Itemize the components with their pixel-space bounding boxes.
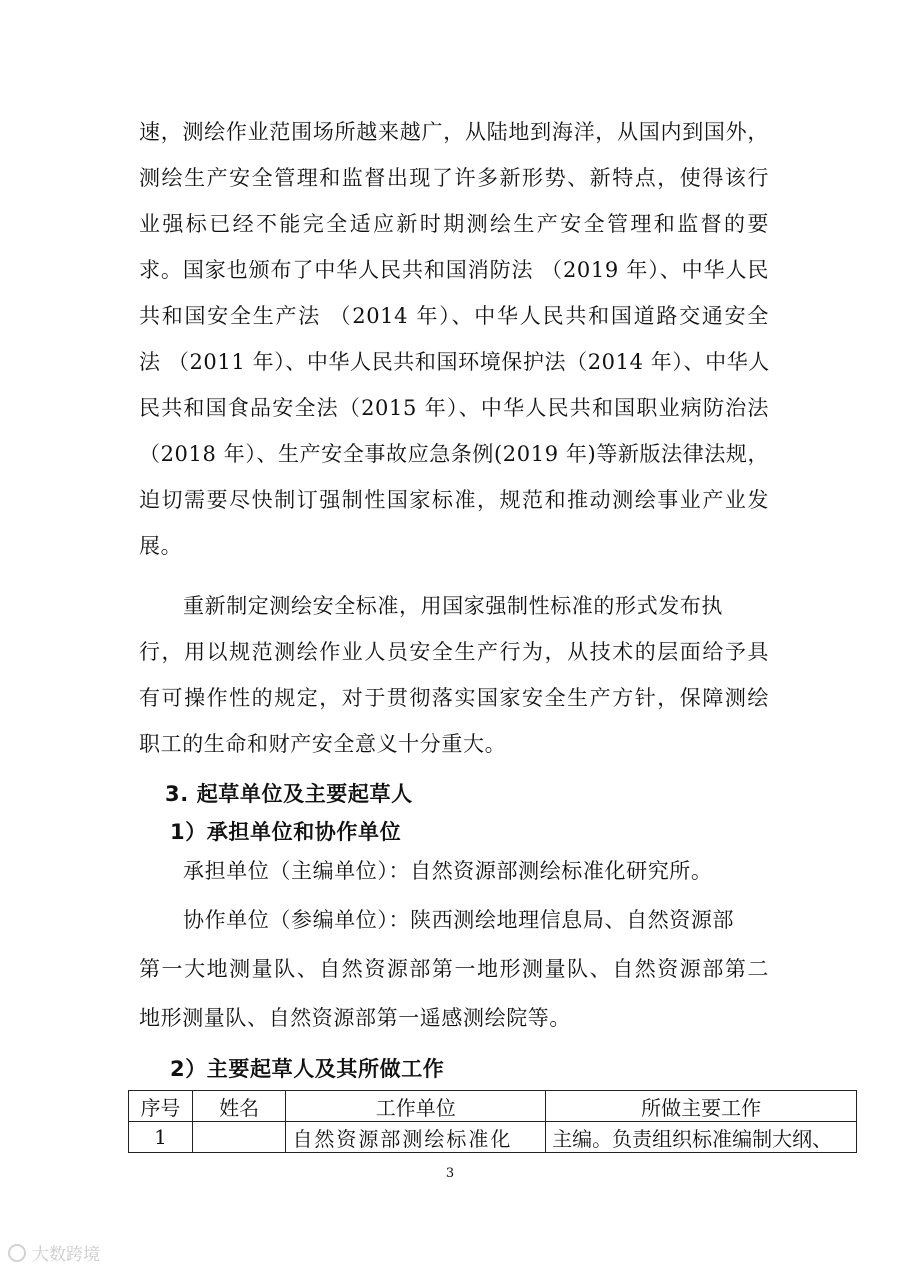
table-header-cell: 所做主要工作 <box>546 1091 857 1122</box>
table-cell <box>192 1122 286 1153</box>
body-text-line: 第一大地测量队、自然资源部第一地形测量队、自然资源部第二 <box>139 957 769 981</box>
body-text-line: （2018 年）、生产安全事故应急条例(2019 年)等新版法律法规， <box>139 442 770 466</box>
section-heading: 3. 起草单位及主要起草人 <box>165 782 413 806</box>
body-text-line: 共和国安全生产法 （2014 年）、中华人民共和国道路交通安全 <box>139 304 769 328</box>
page-number: 3 <box>445 1166 455 1181</box>
body-text-line: 协作单位（参编单位）：陕西测绘地理信息局、自然资源部 <box>183 908 735 932</box>
body-text-line: 迫切需要尽快制订强制性国家标准，规范和推动测绘事业产业发 <box>139 488 769 512</box>
body-text-line: 展。 <box>139 534 183 558</box>
body-text-line: 测绘生产安全管理和监督出现了许多新形势、新特点，使得该行 <box>139 166 769 190</box>
table-cell: 主编。负责组织标准编制大纲、 <box>546 1122 857 1153</box>
body-text-line: 重新制定测绘安全标准，用国家强制性标准的形式发布执 <box>183 594 723 618</box>
body-text-line: 民共和国食品安全法（2015 年）、中华人民共和国职业病防治法 <box>139 396 769 420</box>
subsection-heading: 2）主要起草人及其所做工作 <box>170 1057 445 1081</box>
table-header-cell: 工作单位 <box>286 1091 546 1122</box>
body-text-line: 业强标已经不能完全适应新时期测绘生产安全管理和监督的要 <box>139 212 769 236</box>
table-cell: 1 <box>129 1122 193 1153</box>
table-cell: 自然资源部测绘标准化 <box>286 1122 546 1153</box>
body-text-line: 速，测绘作业范围场所越来越广，从陆地到海洋，从国内到国外， <box>139 120 769 144</box>
table-header-cell: 姓名 <box>192 1091 286 1122</box>
watermark-logo-icon <box>8 1244 26 1262</box>
watermark <box>8 1240 100 1265</box>
table-row <box>129 1122 857 1153</box>
body-text-line: 有可操作性的规定，对于贯彻落实国家安全生产方针，保障测绘 <box>139 686 769 710</box>
body-text-line: 法 （2011 年）、中华人民共和国环境保护法（2014 年）、中华人 <box>139 350 770 374</box>
table-header-row <box>129 1091 857 1122</box>
subsection-heading: 1）承担单位和协作单位 <box>170 820 402 844</box>
body-text-line: 地形测量队、自然资源部第一遥感测绘院等。 <box>139 1006 571 1030</box>
body-text-line: 承担单位（主编单位）：自然资源部测绘标准化研究所。 <box>183 859 713 883</box>
table-header-cell: 序号 <box>129 1091 193 1122</box>
drafters-table <box>128 1090 857 1153</box>
body-text-line: 行，用以规范测绘作业人员安全生产行为，从技术的层面给予具 <box>139 640 769 664</box>
body-text-line: 职工的生命和财产安全意义十分重大。 <box>139 732 507 756</box>
body-text-line: 求。国家也颁布了中华人民共和国消防法 （2019 年）、中华人民 <box>139 258 769 282</box>
watermark-text: 大数跨境 <box>32 1245 100 1265</box>
